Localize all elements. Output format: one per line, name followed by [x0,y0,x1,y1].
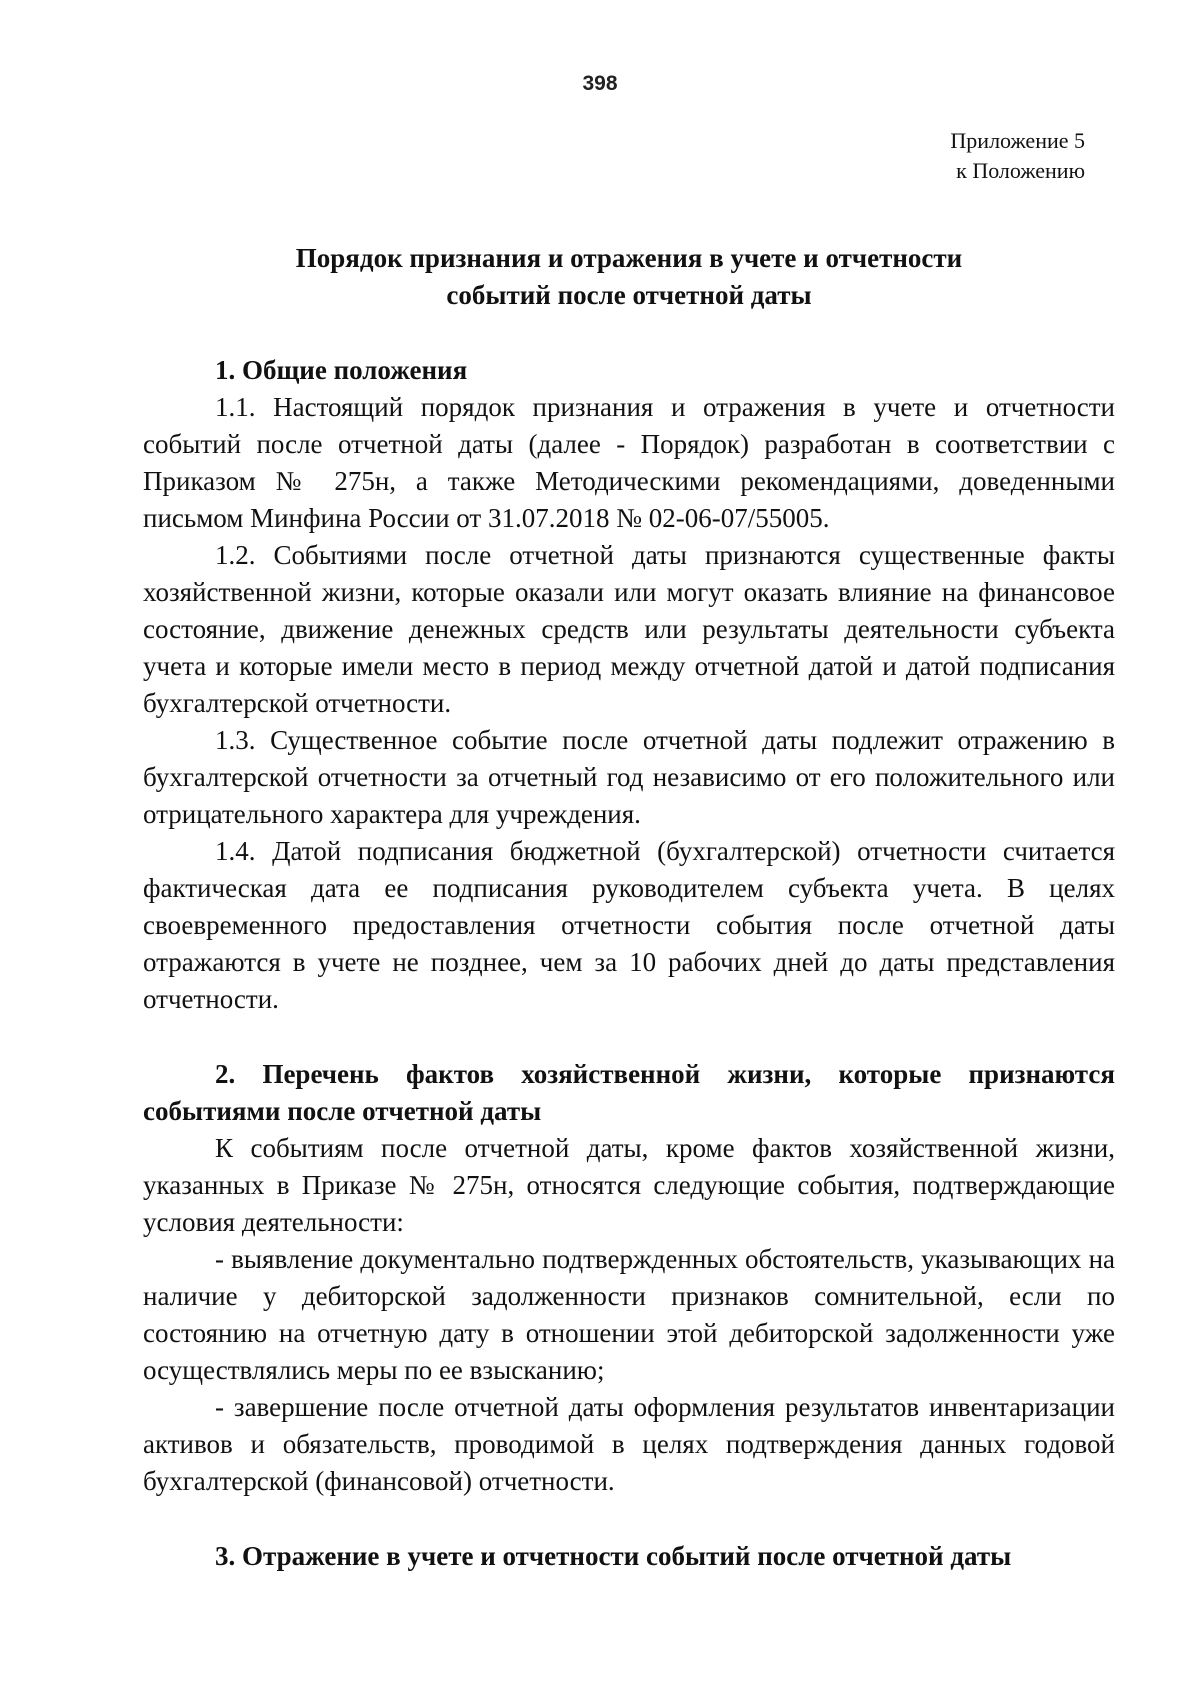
section-1-heading: 1. Общие положения [215,355,468,385]
paragraph-1-3: 1.3. Существенное событие после отчетной даты подлежит отражению в бухгалтерской отчетности за отчетный год независимо от его положительного или отрицательного характера для учреждения. [143,725,1115,829]
section-spacer [143,1500,1115,1538]
document-body [143,240,1115,1575]
section-2-bullet-1: - выявление документально подтвержденных обстоятельств, указывающих на наличие у дебиторской задолженности признаков сомнительной, если по состоянию на отчетную дату в отношении этой дебиторской задолженности уже осуществлялись меры по ее взысканию; [143,1244,1115,1385]
section-3-heading: 3. Отражение в учете и отчетности событий после отчетной даты [215,1541,1012,1571]
appendix-line-2: к Положению [956,158,1085,183]
document-title [143,240,1115,314]
page-number: 398 [582,72,618,95]
section-2-bullet-2: - завершение после отчетной даты оформления результатов инвентаризации активов и обязательств, проводимой в целях подтверждения данных годовой бухгалтерской (финансовой) отчетности. [143,1392,1115,1496]
document-title-line-2: событий после отчетной даты [446,280,812,310]
paragraph-1-2: 1.2. Событиями после отчетной даты признаются существенные факты хозяйственной жизни, которые оказали или могут оказать влияние на финансовое состояние, движение денежных средств или результаты деятельности субъекта учета и которые имели место в период между отчетной датой и датой подписания бухгалтерской отчетности. [143,540,1115,718]
paragraph-1-1: 1.1. Настоящий порядок признания и отражения в учете и отчетности событий после отчетной даты (далее - Порядок) разработан в соответствии с Приказом № 275н, а также Методическими рекомендациями, доведенными письмом Минфина России от 31.07.2018 № 02-06-07/55005. [143,392,1115,533]
appendix-line-1: Приложение 5 [950,128,1085,153]
section-spacer [143,1018,1115,1056]
section-2-heading: 2. Перечень фактов хозяйственной жизни, которые признаются событиями после отчетной даты [143,1059,1115,1126]
section-2-intro: К событиям после отчетной даты, кроме фактов хозяйственной жизни, указанных в Приказе № 275н, относятся следующие события, подтверждающие условия деятельности: [143,1133,1115,1237]
document-title-line-1: Порядок признания и отражения в учете и отчетности [295,243,963,273]
appendix-note [950,126,1085,186]
paragraph-1-4: 1.4. Датой подписания бюджетной (бухгалтерской) отчетности считается фактическая дата ее подписания руководителем субъекта учета. В целях своевременного предоставления отчетности события после отчетной даты отражаются в учете не позднее, чем за 10 рабочих дней до даты представления отчетности. [143,836,1115,1014]
